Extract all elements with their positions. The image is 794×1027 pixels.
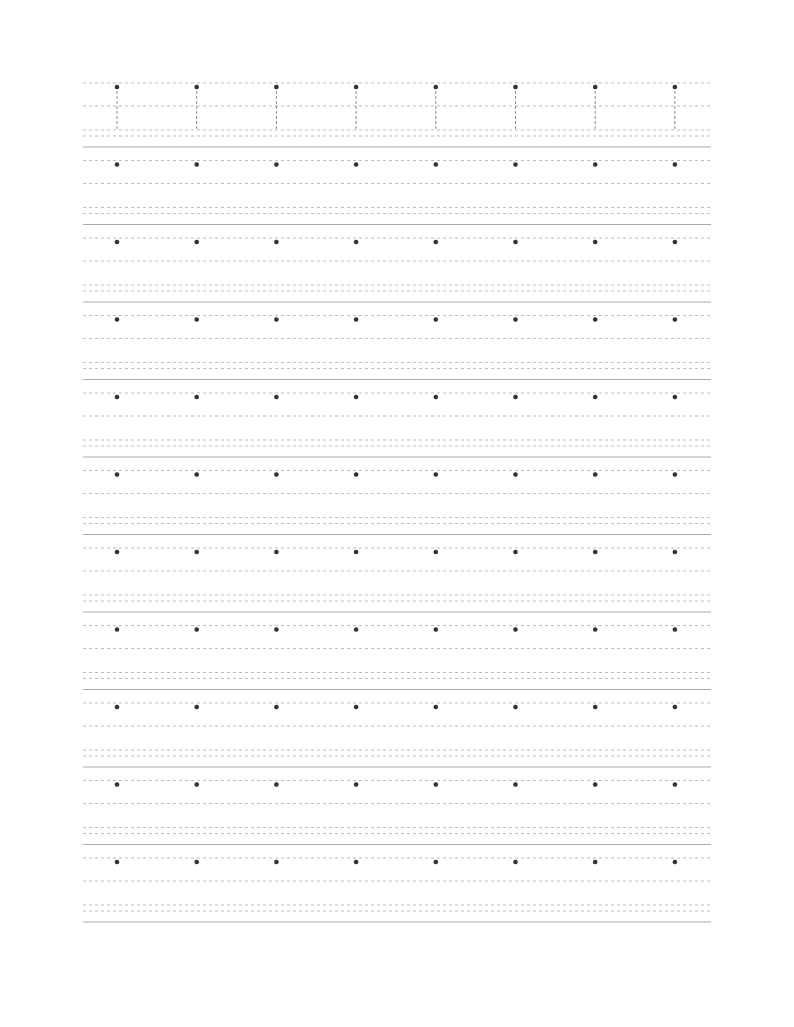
letter-i-dot <box>673 550 678 555</box>
letter-i-dot <box>434 395 439 400</box>
letter-i-dot <box>673 860 678 865</box>
letter-i-dot <box>513 162 518 167</box>
letter-i-dot <box>354 317 359 322</box>
practice-row <box>83 316 711 380</box>
letter-i-dot <box>194 395 199 400</box>
letter-i-dot <box>673 317 678 322</box>
letter-i-dot <box>673 85 678 90</box>
letter-i-dot <box>593 162 598 167</box>
letter-i-dot <box>115 782 120 787</box>
letter-i-dot <box>274 85 279 90</box>
letter-i-dot <box>434 162 439 167</box>
letter-i-dot <box>593 472 598 477</box>
letter-i-dot <box>194 162 199 167</box>
letter-i-dot <box>593 705 598 710</box>
letter-i-dot <box>274 317 279 322</box>
letter-i-dot <box>115 472 120 477</box>
letter-i-dot <box>115 240 120 245</box>
letter-i-dot <box>593 550 598 555</box>
letter-i-dot <box>434 472 439 477</box>
letter-i-dot <box>673 472 678 477</box>
practice-row <box>83 393 711 457</box>
letter-i-dot <box>354 472 359 477</box>
letter-i-dot <box>194 550 199 555</box>
letter-i-dot <box>194 317 199 322</box>
letter-i-dot <box>354 705 359 710</box>
letter-i-dot <box>513 550 518 555</box>
letter-i-dot <box>593 85 598 90</box>
letter-i-dot <box>194 472 199 477</box>
letter-i-dot <box>115 395 120 400</box>
letter-i-dot <box>115 550 120 555</box>
letter-i-dot <box>434 85 439 90</box>
practice-row <box>83 858 711 922</box>
letter-i-dot <box>115 860 120 865</box>
letter-i-dot <box>354 162 359 167</box>
practice-row <box>83 781 711 845</box>
letter-i-dot <box>513 395 518 400</box>
letter-i-dot <box>115 85 120 90</box>
letter-i-dot <box>274 162 279 167</box>
letter-i-dot <box>194 705 199 710</box>
letter-i-dot <box>513 472 518 477</box>
letter-i-dot <box>434 317 439 322</box>
letter-i-dot <box>274 705 279 710</box>
letter-i-dot <box>274 550 279 555</box>
letter-i-dot <box>434 627 439 632</box>
letter-i-dot <box>115 705 120 710</box>
letter-i-dot <box>194 782 199 787</box>
letter-i-dot <box>593 395 598 400</box>
practice-row <box>83 471 711 535</box>
letter-i-dot <box>115 627 120 632</box>
letter-i-dot <box>673 395 678 400</box>
letter-i-dot <box>354 85 359 90</box>
letter-i-dot <box>274 782 279 787</box>
letter-i-dot <box>115 317 120 322</box>
practice-row <box>83 161 711 225</box>
letter-i-dot <box>513 317 518 322</box>
letter-i-dot <box>354 627 359 632</box>
letter-i-dot <box>673 705 678 710</box>
letter-i-dot <box>434 860 439 865</box>
letter-i-dot <box>194 85 199 90</box>
letter-i-dot <box>434 705 439 710</box>
letter-i-dot <box>274 472 279 477</box>
practice-row <box>83 548 711 612</box>
letter-i-dot <box>673 162 678 167</box>
letter-i-dot <box>673 627 678 632</box>
letter-i-dot <box>194 627 199 632</box>
letter-i-dot <box>513 85 518 90</box>
letter-i-dot <box>593 627 598 632</box>
letter-i-dot <box>434 782 439 787</box>
letter-i-dot <box>434 240 439 245</box>
letter-i-dot <box>354 240 359 245</box>
letter-i-dot <box>194 240 199 245</box>
letter-i-dot <box>274 860 279 865</box>
practice-row <box>83 83 711 147</box>
letter-i-dot <box>354 860 359 865</box>
practice-row <box>83 626 711 690</box>
letter-i-dot <box>673 782 678 787</box>
letter-i-dot <box>194 860 199 865</box>
letter-i-dot <box>593 860 598 865</box>
letter-i-dot <box>115 162 120 167</box>
letter-i-dot <box>673 240 678 245</box>
practice-row <box>83 238 711 302</box>
letter-i-dot <box>593 317 598 322</box>
letter-i-dot <box>434 550 439 555</box>
practice-row <box>83 703 711 767</box>
letter-i-dot <box>274 395 279 400</box>
letter-i-dot <box>354 395 359 400</box>
letter-i-dot <box>354 782 359 787</box>
letter-i-dot <box>274 627 279 632</box>
letter-i-dot <box>513 782 518 787</box>
letter-i-dot <box>513 705 518 710</box>
letter-i-dot <box>593 240 598 245</box>
letter-i-dot <box>593 782 598 787</box>
letter-i-dot <box>354 550 359 555</box>
letter-i-dot <box>274 240 279 245</box>
letter-i-dot <box>513 240 518 245</box>
letter-i-dot <box>513 627 518 632</box>
letter-i-dot <box>513 860 518 865</box>
